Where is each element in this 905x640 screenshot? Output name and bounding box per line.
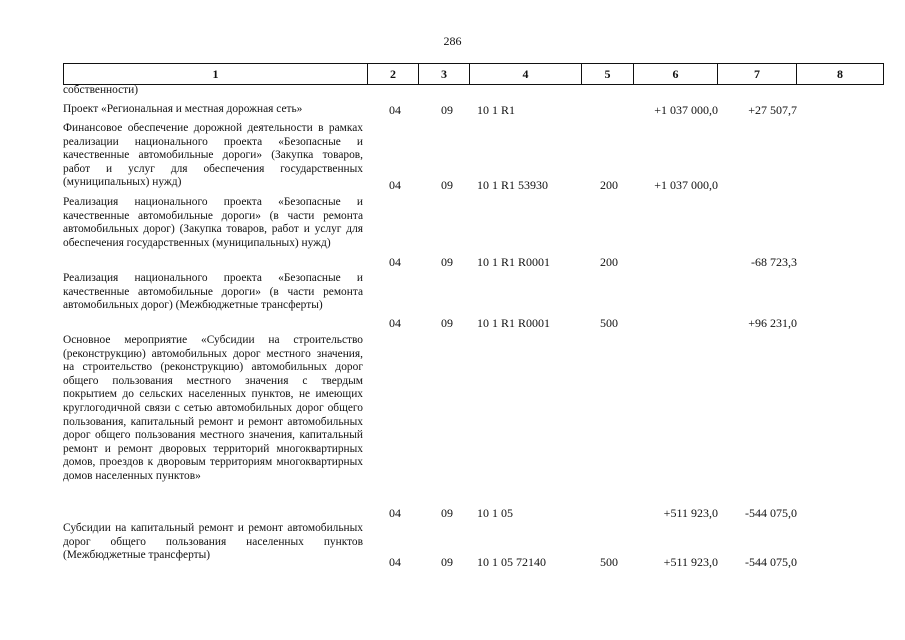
row-expense-type: 200 xyxy=(600,178,618,192)
row-description: Финансовое обеспечение дорожной деятельности в рамках реализации национального проекта «Безопасные и качественные автомобильные дороги» (Закупка товаров, работ и услуг для обеспечения государственных (муниципальных) нужд) xyxy=(63,122,363,189)
row-subsection: 09 xyxy=(441,316,453,330)
row-description: Основное мероприятие «Субсидии на строительство (реконструкцию) автомобильных дорог местного значения, на строительство (реконструкцию) автомобильных дорог общего пользования местного значения с твердым покрытием до сельских населенных пунктов, не имеющих круглогодичной связи с сетью автомобильных дорог общего пользования, капитальный ремонт и ремонт автомобильных дорог общего пользования местного значения, капитальный ремонт и ремонт дворовых территорий многоквартирных домов, проездов к дворовым территориям многоквартирных домов населенных пунктов» xyxy=(63,334,363,482)
row-amount-col6: +1 037 000,0 xyxy=(654,103,718,117)
row-target-article: 10 1 05 72140 xyxy=(477,555,546,569)
row-subsection: 09 xyxy=(441,506,453,520)
column-header-4: 4 xyxy=(470,64,582,85)
row-amount-col7: -544 075,0 xyxy=(745,506,797,520)
row-section: 04 xyxy=(389,178,401,192)
row-amount-col6: +1 037 000,0 xyxy=(654,178,718,192)
row-description: Реализация национального проекта «Безопасные и качественные автомобильные дороги» (в части ремонта автомобильных дорог) (Закупка товаров, работ и услуг для обеспечения государственных (муниципальных) нужд) xyxy=(63,196,363,249)
row-expense-type: 500 xyxy=(600,316,618,330)
row-description: Проект «Региональная и местная дорожная сеть» xyxy=(63,103,303,115)
column-header-row xyxy=(64,64,884,85)
row-section: 04 xyxy=(389,555,401,569)
row-target-article: 10 1 R1 xyxy=(477,103,516,117)
row-expense-type: 200 xyxy=(600,255,618,269)
column-header-7: 7 xyxy=(718,64,797,85)
row-amount-col7: +96 231,0 xyxy=(748,316,797,330)
column-header-1: 1 xyxy=(64,64,368,85)
row-section: 04 xyxy=(389,316,401,330)
row-target-article: 10 1 05 xyxy=(477,506,513,520)
row-amount-col7: +27 507,7 xyxy=(748,103,797,117)
row-section: 04 xyxy=(389,255,401,269)
row-target-article: 10 1 R1 53930 xyxy=(477,178,549,192)
column-header-6: 6 xyxy=(634,64,718,85)
row-section: 04 xyxy=(389,103,401,117)
row-amount-col7: -68 723,3 xyxy=(751,255,797,269)
page-number: 286 xyxy=(443,34,462,48)
row-amount-col7: -544 075,0 xyxy=(745,555,797,569)
column-header-8: 8 xyxy=(797,64,884,85)
row-subsection: 09 xyxy=(441,255,453,269)
row-expense-type: 500 xyxy=(600,555,618,569)
row-description: Реализация национального проекта «Безопасные и качественные автомобильные дороги» (в части ремонта автомобильных дорог) (Межбюджетные трансферты) xyxy=(63,272,363,312)
column-header-table xyxy=(63,63,884,85)
row-target-article: 10 1 R1 R0001 xyxy=(477,255,551,269)
row-description: Субсидии на капитальный ремонт и ремонт автомобильных дорог общего пользования населенных пунктов (Межбюджетные трансферты) xyxy=(63,522,363,562)
column-header-2: 2 xyxy=(368,64,419,85)
column-header-3: 3 xyxy=(419,64,470,85)
row-subsection: 09 xyxy=(441,178,453,192)
column-header-5: 5 xyxy=(582,64,634,85)
row-section: 04 xyxy=(389,506,401,520)
row-subsection: 09 xyxy=(441,555,453,569)
row-target-article: 10 1 R1 R0001 xyxy=(477,316,551,330)
row-amount-col6: +511 923,0 xyxy=(663,555,718,569)
carryover-text: собственности) xyxy=(63,84,139,96)
row-amount-col6: +511 923,0 xyxy=(663,506,718,520)
row-subsection: 09 xyxy=(441,103,453,117)
